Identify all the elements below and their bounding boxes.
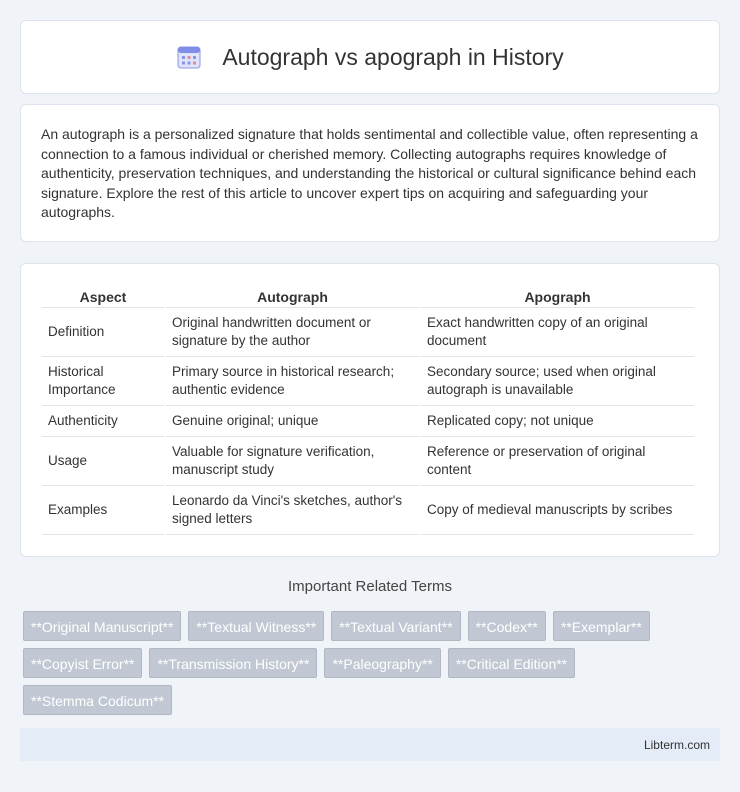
title-card xyxy=(20,20,720,94)
table-row xyxy=(42,308,694,357)
table-row xyxy=(42,437,694,486)
table-cell: Secondary source; used when original autograph is unavailable xyxy=(421,357,694,406)
table-cell: Reference or preservation of original content xyxy=(421,437,694,486)
footer xyxy=(20,728,720,761)
calendar-icon xyxy=(176,44,202,70)
related-terms-title: Important Related Terms xyxy=(288,578,452,595)
comparison-table xyxy=(40,284,696,535)
table-cell: Primary source in historical research; authentic evidence xyxy=(166,357,419,406)
table-cell: Authenticity xyxy=(42,406,164,437)
header-autograph: Autograph xyxy=(166,284,419,308)
table-cell: Definition xyxy=(42,308,164,357)
table-cell: Replicated copy; not unique xyxy=(421,406,694,437)
intro-card xyxy=(20,104,720,242)
table-row xyxy=(42,357,694,406)
comparison-table-card xyxy=(20,263,720,557)
header-apograph: Apograph xyxy=(421,284,694,308)
related-term-tag[interactable]: **Original Manuscript** xyxy=(23,611,181,641)
related-term-tag[interactable]: **Textual Witness** xyxy=(188,611,324,641)
related-term-tag[interactable]: **Transmission History** xyxy=(149,648,317,678)
table-cell: Leonardo da Vinci's sketches, author's signed letters xyxy=(166,486,419,535)
table-cell: Valuable for signature verification, manuscript study xyxy=(166,437,419,486)
related-term-tag[interactable]: **Exemplar** xyxy=(553,611,650,641)
related-term-tag[interactable]: **Copyist Error** xyxy=(23,648,142,678)
table-row xyxy=(42,406,694,437)
footer-site-link[interactable]: Libterm.com xyxy=(643,738,710,752)
table-cell: Examples xyxy=(42,486,164,535)
table-cell: Genuine original; unique xyxy=(166,406,419,437)
table-cell: Copy of medieval manuscripts by scribes xyxy=(421,486,694,535)
related-terms-list xyxy=(23,611,723,722)
intro-text: An autograph is a personalized signature that holds sentimental and collectible value, often representing a connection to a famous individual or cherished memory. Collecting autographs requires knowledge of authenticity, preservation techniques, and understanding the historical or cultural significance behind each signature. Explore the rest of this article to uncover expert tips on acquiring and safeguarding your autographs. xyxy=(41,126,698,220)
related-term-tag[interactable]: **Textual Variant** xyxy=(331,611,460,641)
table-cell: Usage xyxy=(42,437,164,486)
related-term-tag[interactable]: **Paleography** xyxy=(324,648,440,678)
related-term-tag[interactable]: **Critical Edition** xyxy=(448,648,575,678)
related-term-tag[interactable]: **Codex** xyxy=(468,611,546,641)
table-header-row xyxy=(42,284,694,308)
page-title: Autograph vs apograph in History xyxy=(222,43,564,70)
table-cell: Original handwritten document or signature by the author xyxy=(166,308,419,357)
related-term-tag[interactable]: **Stemma Codicum** xyxy=(23,685,172,715)
header-aspect: Aspect xyxy=(42,284,164,308)
table-cell: Historical Importance xyxy=(42,357,164,406)
table-row xyxy=(42,486,694,535)
table-cell: Exact handwritten copy of an original document xyxy=(421,308,694,357)
